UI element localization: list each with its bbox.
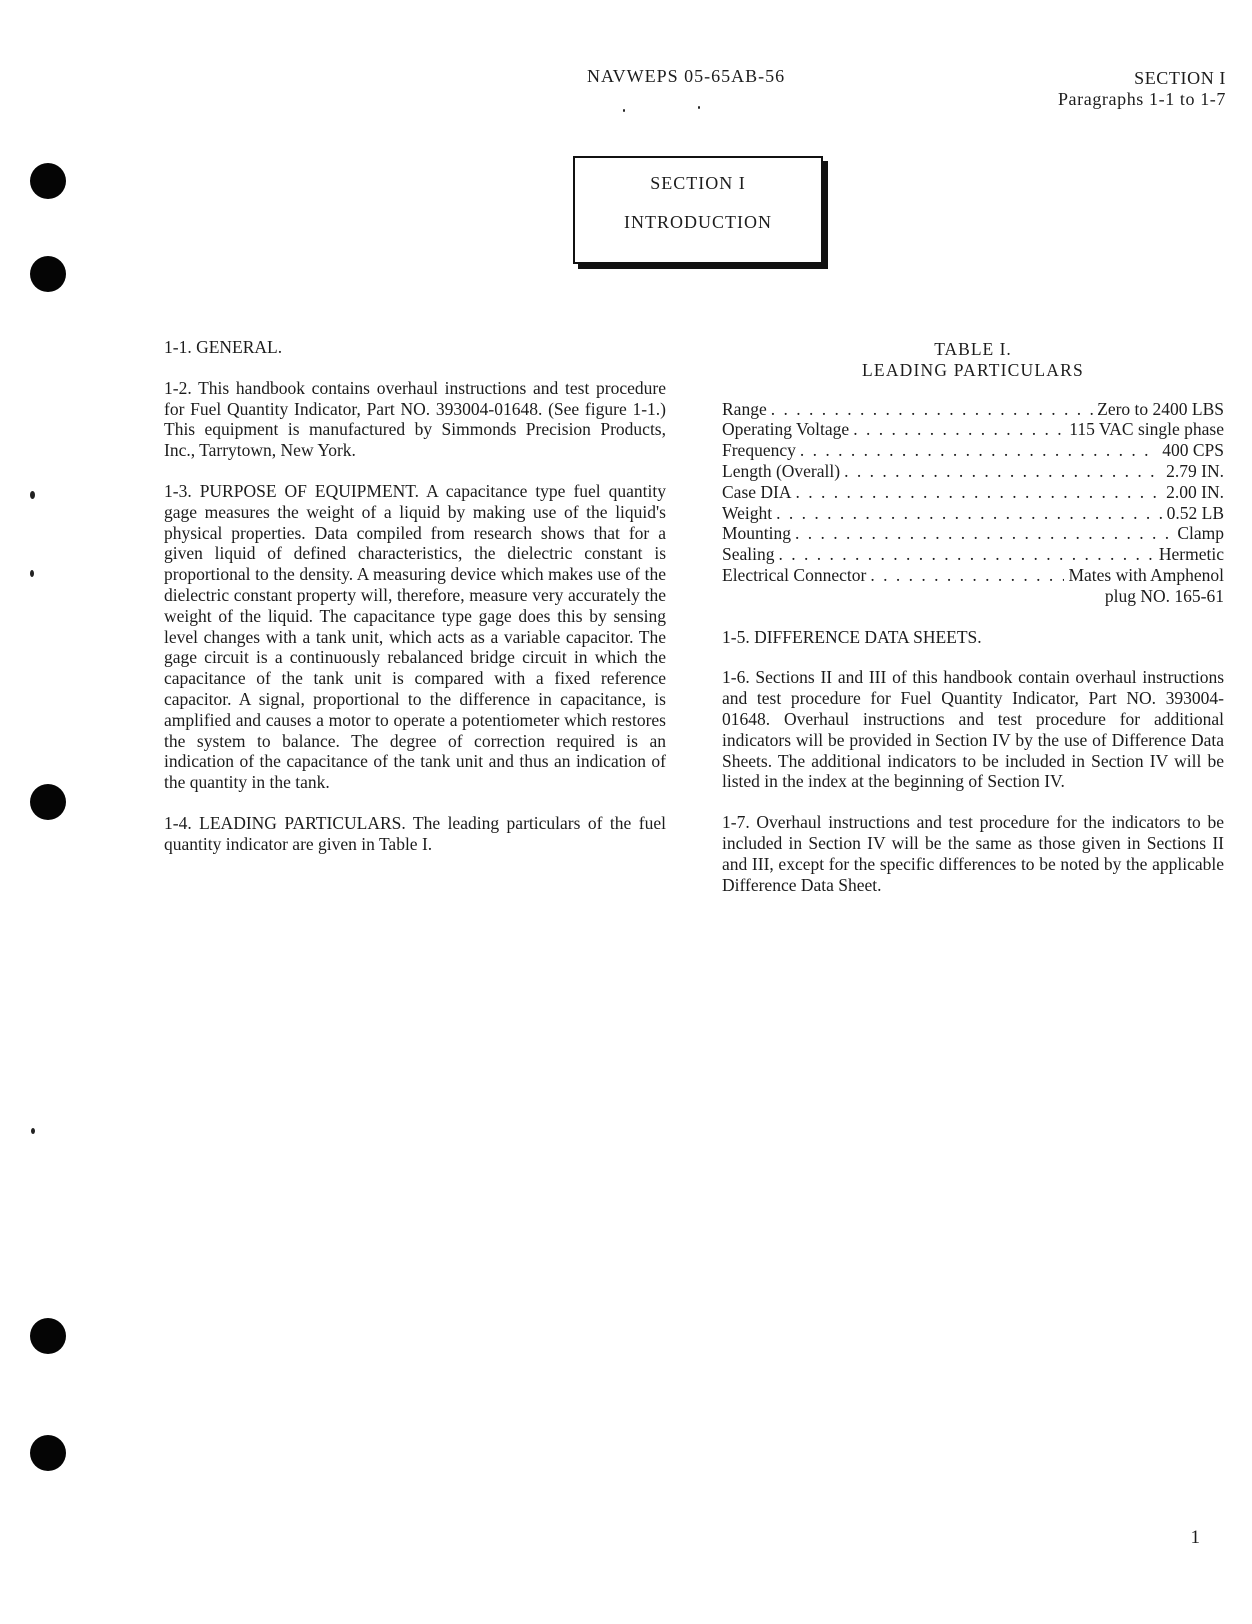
leader-dots [870, 565, 1064, 586]
leader-dots [844, 461, 1162, 482]
section-title: SECTION I [650, 173, 746, 193]
punch-hole [30, 1318, 66, 1354]
paragraph-1-2: 1-2. This handbook contains overhaul instructions and test procedure for Fuel Quantity Indicator, Part NO. 393004-01648. (See figure 1-1.) This equipment is manufactured by Simmonds Precision Products, Inc., Tarrytown, New York. [164, 377, 666, 461]
particular-label: Weight [722, 502, 773, 523]
page-number: 1 [1190, 1527, 1200, 1548]
punch-hole [30, 256, 66, 292]
paragraph-1-3: 1-3. PURPOSE OF EQUIPMENT. A capacitance type fuel quantity gage measures the weight of a liquid by making use of the liquid's physical properties. Data compiled from research shows that for a given liquid of defined characteristics, the dielectric constant is proportional to the density. A measuring device which makes use of the dielectric constant property will, therefore, measure very accurately the weight of the liquid. The capacitance type gage does this by sensing level changes with a tank unit, which acts as a variable capacitor. The gage circuit is a continuously rebalanced bridge circuit in which the capacitance of the tank unit is compared with a fixed reference capacitor. A signal, proportional to the difference in capacitance, is amplified and causes a motor to operate a potentiometer which restores the system to balance. The degree of correction required is an indication of the capacitance of the tank unit and thus an indication of the quantity in the tank. [164, 480, 666, 793]
table-title: TABLE I. [934, 339, 1012, 359]
particulars-row-voltage [722, 419, 1224, 440]
leader-dots [795, 523, 1173, 544]
scan-speck [30, 491, 35, 499]
paragraph-1-1: 1-1. GENERAL. [164, 337, 283, 357]
header-section-info [1058, 68, 1226, 110]
leader-dots [800, 440, 1158, 461]
particulars-row-case-dia [722, 482, 1224, 503]
particular-value: Zero to 2400 LBS [1097, 398, 1224, 419]
particular-label: Sealing [722, 544, 775, 565]
particulars-table [722, 399, 1224, 607]
particular-label: Length (Overall) [722, 460, 841, 481]
leader-dots [853, 419, 1065, 440]
paragraph-1-7: 1-7. Overhaul instructions and test procedure for the indicators to be included in Section IV will be the same as those given in Sections II and III, except for the specific differences to be noted by the applicable Difference Data Sheet. [722, 812, 1224, 895]
leader-dots [779, 544, 1155, 565]
scan-speck [698, 106, 700, 109]
paragraph-1-6: 1-6. Sections II and III of this handbook contain overhaul instructions and test procedure for Fuel Quantity Indicator, Part NO. 393004-01648. Overhaul instructions and test procedure for additional indicators will be provided in Section IV by the use of Difference Data Sheets. The additional indicators to be included in Section IV will be listed in the index at the beginning of Section IV. [722, 667, 1224, 792]
scan-speck [31, 1128, 35, 1134]
punch-hole [30, 1435, 66, 1471]
particular-label: Frequency [722, 440, 796, 461]
particulars-row-mounting [722, 523, 1224, 544]
particulars-row-weight [722, 503, 1224, 524]
section-subtitle: INTRODUCTION [624, 212, 772, 232]
left-column [164, 337, 666, 875]
particular-value: 115 VAC single phase [1069, 419, 1224, 440]
paragraph-1-5: 1-5. DIFFERENCE DATA SHEETS. [722, 626, 982, 647]
leader-dots [776, 503, 1163, 524]
particulars-row-range [722, 399, 1224, 420]
document-number: NAVWEPS 05-65AB-56 [587, 66, 786, 86]
particular-value: 2.79 IN. [1166, 460, 1224, 481]
particular-label: Case DIA [722, 481, 792, 502]
scan-speck [30, 570, 34, 577]
section-title-box [573, 156, 823, 264]
particular-label: Operating Voltage [722, 419, 850, 440]
paragraph-1-4: 1-4. LEADING PARTICULARS. The leading particulars of the fuel quantity indicator are given in Table I. [164, 812, 666, 854]
particular-label: Electrical Connector [722, 564, 867, 585]
particulars-row-length [722, 461, 1224, 482]
header-paragraphs: Paragraphs 1-1 to 1-7 [1057, 89, 1226, 109]
right-column [722, 337, 1224, 915]
particulars-row-frequency [722, 440, 1224, 461]
particulars-row-sealing [722, 544, 1224, 565]
leader-dots [771, 399, 1093, 420]
particular-value: 0.52 LB [1166, 502, 1224, 523]
particular-value: Hermetic [1158, 544, 1224, 565]
particular-value: 400 CPS [1162, 440, 1224, 461]
punch-hole [30, 163, 66, 199]
particular-value: Mates with Amphenol [1068, 564, 1224, 585]
header-section: SECTION I [1134, 68, 1226, 88]
punch-hole [30, 784, 66, 820]
particular-value-continuation: plug NO. 165-61 [1104, 585, 1224, 606]
particular-label: Mounting [722, 523, 792, 544]
particular-value: Clamp [1177, 523, 1224, 544]
particular-value: 2.00 IN. [1166, 481, 1224, 502]
particulars-row-connector [722, 565, 1224, 586]
leader-dots [796, 482, 1163, 503]
table-subtitle: LEADING PARTICULARS [862, 359, 1084, 380]
scan-speck [623, 109, 625, 112]
particular-label: Range [722, 398, 767, 419]
